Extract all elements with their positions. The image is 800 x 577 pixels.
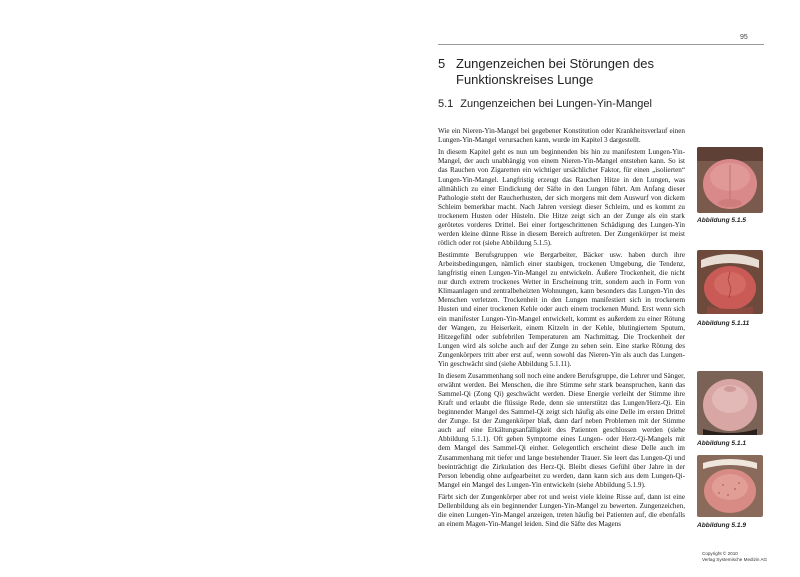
figure-caption-5-1-5: Abbildung 5.1.5 bbox=[697, 217, 747, 224]
tongue-photo-5-1-1 bbox=[697, 371, 763, 435]
figure-caption-5-1-11: Abbildung 5.1.11 bbox=[697, 320, 750, 327]
chapter-number: 5 bbox=[438, 56, 446, 71]
paragraph-intro: Wie ein Nieren-Yin-Mangel bei gegebener Konstitution oder Krankheitsverlauf einen Lungen-Yin-Mangel verursachen kann, wurde im Kapitel 3 dargestellt. bbox=[438, 127, 685, 145]
page-number: 95 bbox=[740, 34, 748, 41]
copyright-line-2: Verlag Systemische Medizin AG bbox=[702, 556, 768, 562]
copyright-line-1: Copyright © 2010 bbox=[702, 551, 738, 556]
figure-caption-5-1-1: Abbildung 5.1.1 bbox=[697, 440, 747, 447]
tongue-photo-5-1-5 bbox=[697, 147, 763, 213]
paragraph-stomach: Färbt sich der Zungenkörper aber rot und weist viele kleine Risse auf, dann ist eine Dellenbildung als ein beginnender Lungen-Yin-Mangel zu bewerten. Zungenzeichen, die einen Lungen-Yin-Mangel anzeigen, treten häufig bei Patienten auf, die ebenfalls an einem Magen-Yin-Mangel leiden. Sind die Säfte des Magens bbox=[438, 493, 685, 529]
copyright-notice bbox=[702, 551, 767, 562]
section-title bbox=[438, 98, 652, 110]
section-number: 5.1 bbox=[438, 98, 454, 110]
paragraph-smoking: In diesem Kapitel geht es nun um beginnenden bis hin zu manifestem Lungen-Yin-Mangel, der auch unabhängig von einem Nieren-Yin-Mangel entstehen kann. So ist das Rauchen von Zigaretten ein wichtiger ursächlicher Faktor, für einen „isolierten“ Lungen-Yin-Mangel. Langfristig erzeugt das Rauchen Hitze in den Lungen, was allmählich zu einer Eindickung der Säfte in den Lungen führt. Am Anfang dieser Pathologie steht der Raucherhusten, der sich morgens mit dem Auswurf von dickem Schleim bemerkbar macht. Nach Jahren versiegt dieser Schleim, und es kommt zu trockenem Husten oder Hüsteln. Die Hitze zeigt sich an der Zunge als ein stark gerötetes vorderes Drittel. Bei einer fortgeschrittenen Schädigung des Lungen-Yin werden kleine dünne Risse in diesem Bereich auftreten. Der Zungenkörper ist meist rötlich oder rot (siehe Abbildung 5.1.5). bbox=[438, 148, 685, 247]
figure-caption-5-1-9: Abbildung 5.1.9 bbox=[697, 522, 747, 529]
body-column bbox=[438, 127, 685, 533]
tongue-photo-5-1-9 bbox=[697, 455, 763, 517]
header-rule bbox=[438, 44, 764, 45]
paragraph-teachers-singers: In diesem Zusammenhang soll noch eine andere Berufsgruppe, die Lehrer und Sänger, erwähnt werden. Bei Menschen, die ihre Stimme sehr stark beanspruchen, kann das Sammel-Qi (Zong Qi) geschwächt werden. Diese Energie verleiht der Stimme ihre Kraft und erlaubt die flüssige Rede, denn sie unterstützt das Lungen/Herz-Qi. Ein beginnender Mangel des Sammel-Qi zeigt sich häufig als eine Delle im ersten Drittel der Zunge. Ist der Zungenkörper blaß, dann darf neben Problemen mit der Stimme auch auf eine Erkältungsanfälligkeit des Patienten geschlossen werden (siehe Abbildung 5.1.1). Oft gehen Symptome eines Lungen- oder Herz-Qi-Mangels mit dem Mangel des Sammel-Qi einher. Gelegentlich erscheint diese Delle auch im Zusammenhang mit tiefer und lange bestehender Trauer. Sie leert das Lungen-Qi und beeinträchtigt die Zirkulation des Herz-Qi. Bleibt dieses Gefühl über Jahre in der Person lebendig ohne aufgearbeitet zu werden, dann kann sich aus dem Lungen-Qi-Mangel ein Mangel des Lungen-Yin entwickeln (siehe Abbildung 5.1.9). bbox=[438, 372, 685, 489]
section-title-text: Zungenzeichen bei Lungen-Yin-Mangel bbox=[460, 98, 652, 110]
tongue-photo-5-1-11 bbox=[697, 250, 763, 314]
paragraph-professions: Bestimmte Berufsgruppen wie Bergarbeiter, Bäcker usw. haben durch ihre Arbeitsbedingungen, nämlich einer staubigen, trockenen Umgebung, die Tendenz, langfristig einen Lungen-Yin-Mangel zu entwickeln. Äußere Trockenheit, die nicht nur durch extrem trockenes Wetter in Erscheinung tritt, sondern auch in Form von Klimaanlagen und zentralbeheizten Wohnungen, kann besonders das Lungen-Yin des Menschen verletzen. Trockenheit in den Lungen manifestiert sich in trockenem Husten und einer trockenen Kehle oder auch einem trockenen Mund. Erst wenn sich ein manifester Lungen-Yin-Mangel entwickelt, kommt es außerdem zu einer Rötung der Wangen, zu Heiserkeit, einem Kitzeln in der Kehle, blutingiertem Sputum, Hitzegefühl oder subfebrilen Temperaturen am Nachmittag. Die Trockenheit der Lungen wird als solche auch auf der Zunge zu sehen sein. Eine starke Rötung des Zungenkörpers tritt aber erst auf, wenn sowohl das Nieren-Yin als auch das Lungen-Yin geschwächt sind (siehe Abbildung 5.1.11). bbox=[438, 251, 685, 368]
chapter-title: Zungenzeichen bei Störungen des Funktionskreises Lunge bbox=[456, 56, 655, 87]
